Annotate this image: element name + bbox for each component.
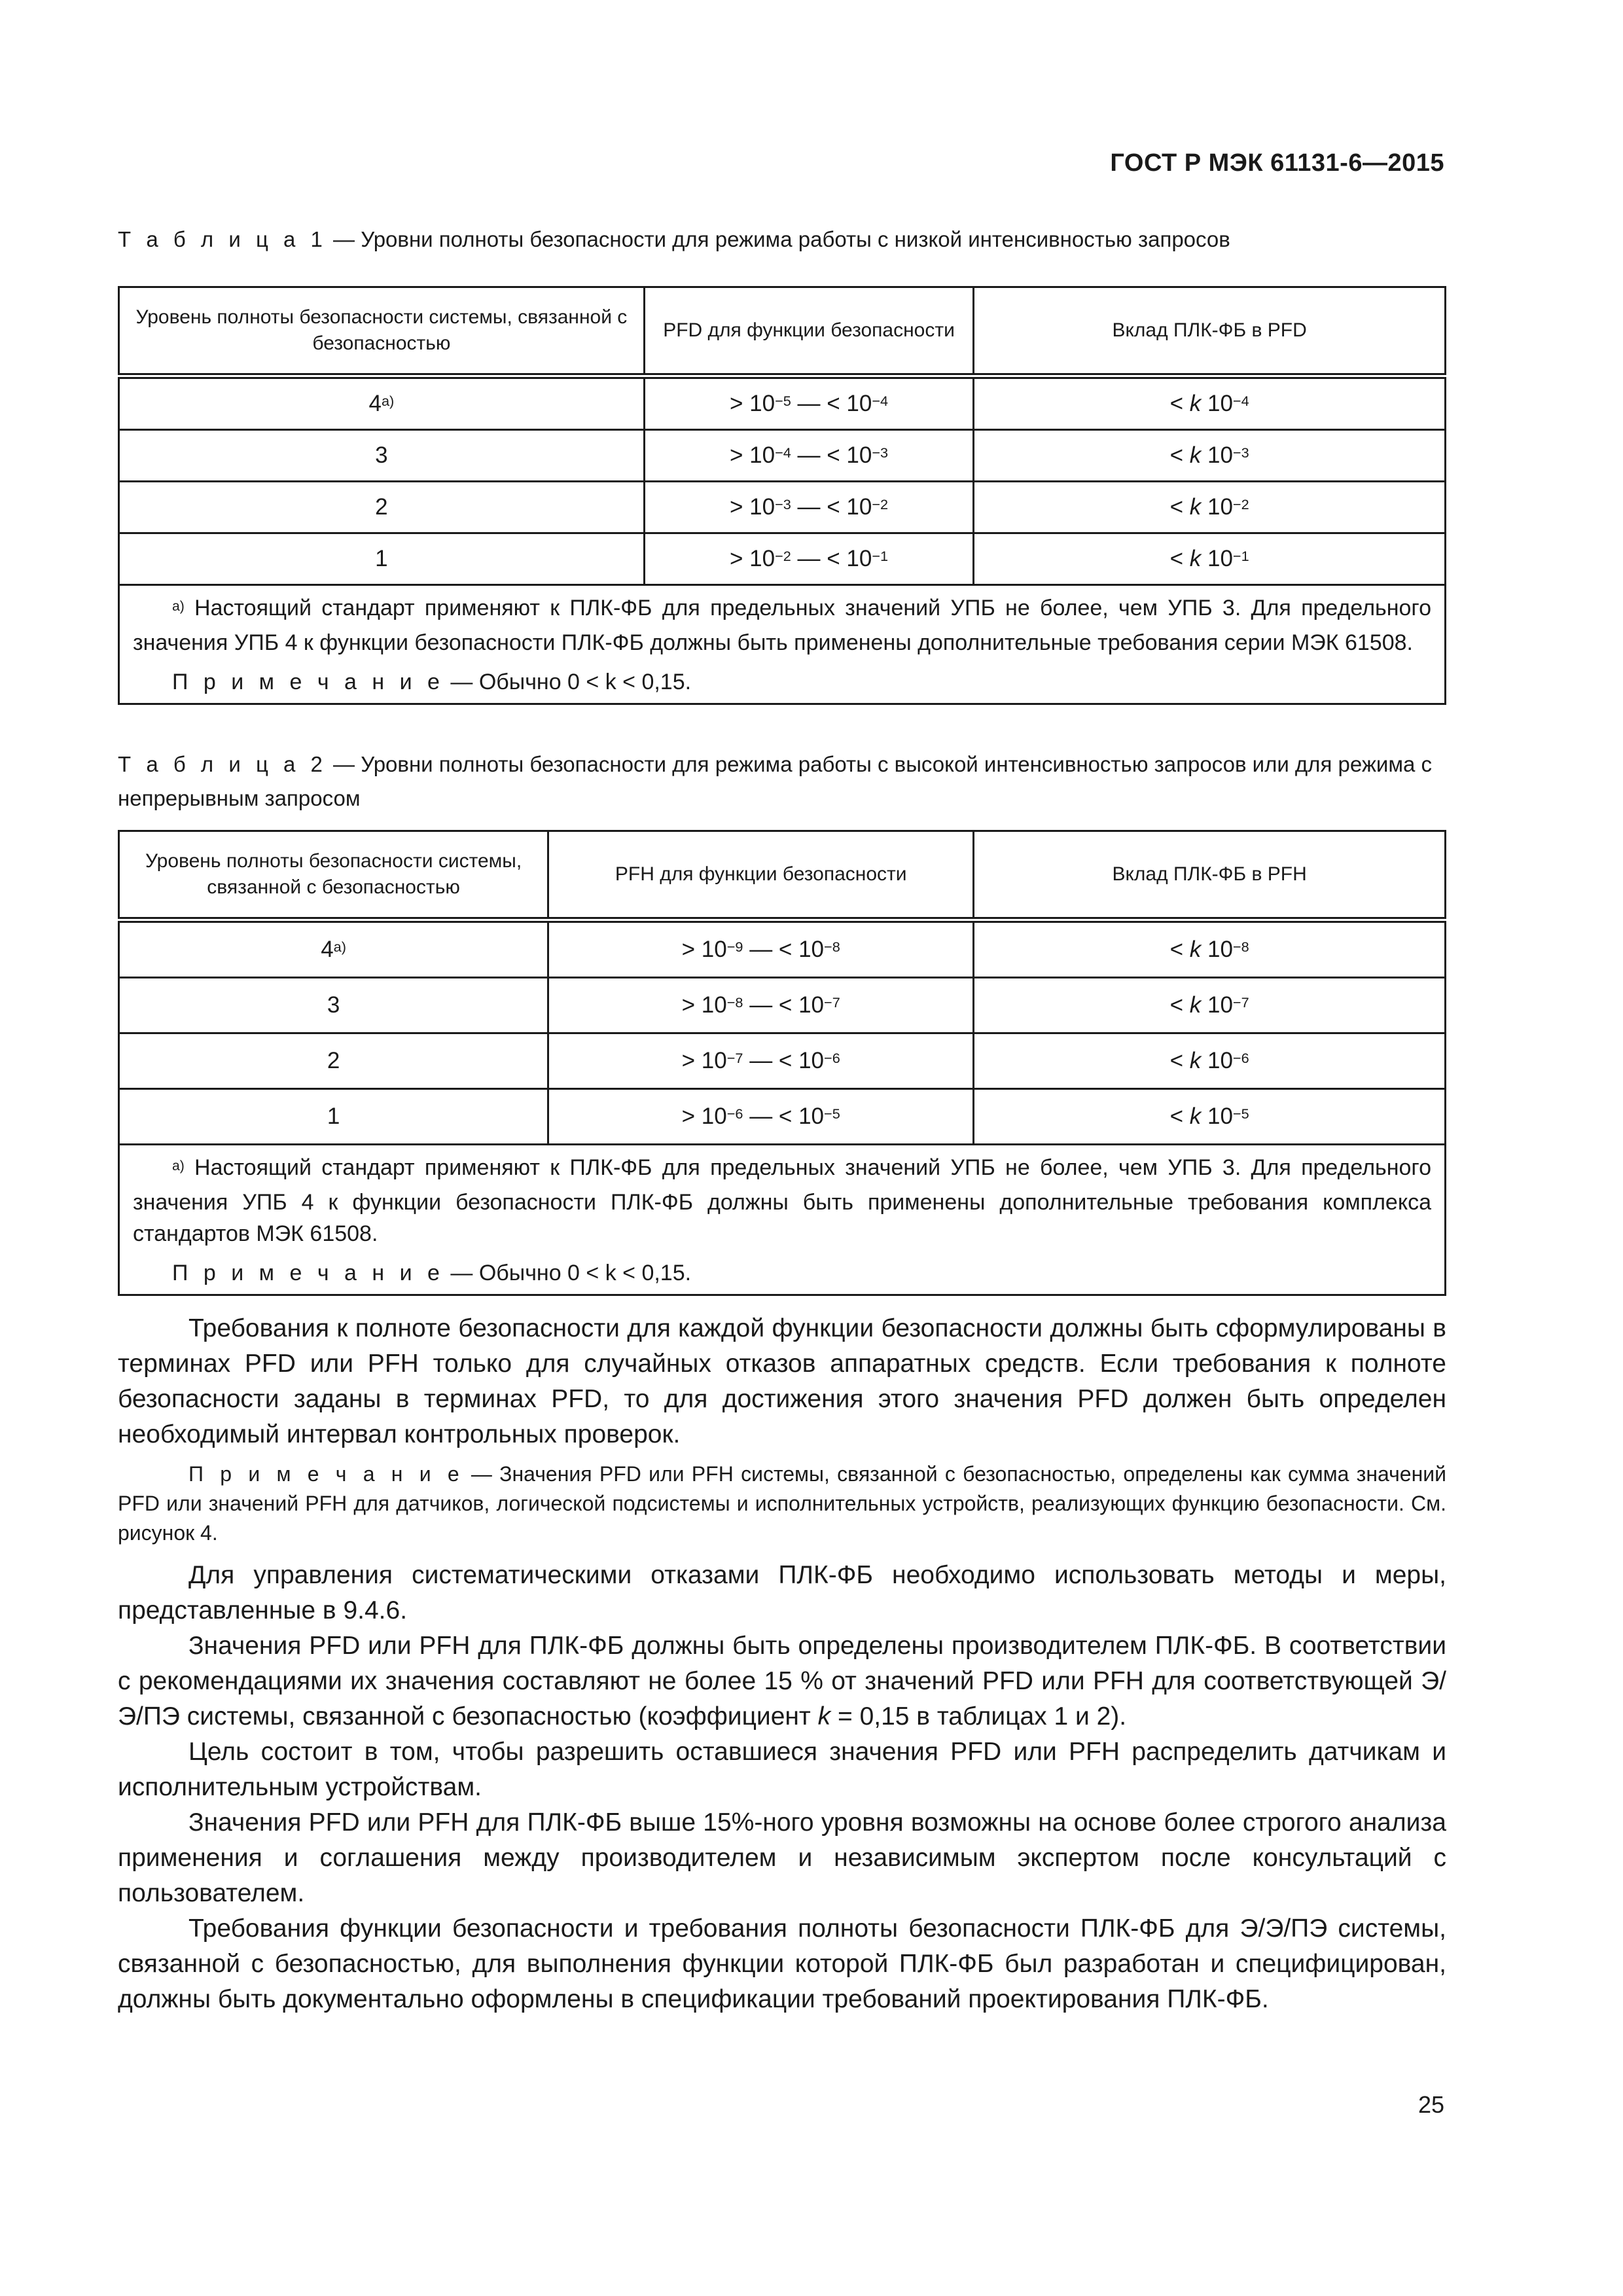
table1-note: П р и м е ч а н и е — Обычно 0 < k < 0,15. xyxy=(172,670,692,694)
table1 xyxy=(118,286,1446,705)
sil-value: 1 xyxy=(119,1089,548,1145)
table-row: 1 > $10^{-6}$ — < $10^{-5}$ < k $10^{-5}$ xyxy=(119,1089,1446,1145)
footnote-mark: а) xyxy=(333,939,346,956)
body-paragraph: Значения PFD или PFH для ПЛК-ФБ должны быть определены производителем ПЛК-ФБ. В соответствии с рекомендациями их значения составляют не более 15 % от значений PFD или PFH для соответствующей Э/Э/ПЭ системы, связанной с безопасностью (коэффициент k = 0,15 в таблицах 1 и 2). xyxy=(118,1632,1446,1731)
document-header: ГОСТ Р МЭК 61131-6—2015 xyxy=(1110,149,1444,177)
sil-value: 4 xyxy=(368,391,382,416)
sil-value: 4 xyxy=(321,937,334,962)
table2-col-contrib: Вклад ПЛК-ФБ в PFH xyxy=(974,831,1446,920)
page-number: 25 xyxy=(1418,2091,1444,2118)
table1-col-sil: Уровень полноты безопасности системы, связанной с безопасностью xyxy=(119,287,645,376)
table1-label: Т а б л и ц а 1 xyxy=(118,227,327,251)
table2-footnote: $^{а)}$ Настоящий стандарт применяют к ПЛК-ФБ для предельных значений УПБ не более, чем УПБ 3. Для предельного значения УПБ 4 к функции безопасности ПЛК-ФБ должны быть применены дополнительные требования комплекса стандартов МЭК 61508. xyxy=(133,1155,1431,1246)
table1-col-pfd: PFD для функции безопасности xyxy=(644,287,973,376)
body-paragraph: Требования функции безопасности и требования полноты безопасности ПЛК-ФБ для Э/Э/ПЭ системы, связанной с безопасностью, для выполнения функции которой ПЛК-ФБ был разработан и специфицирован, должны быть документально оформлены в спецификации требований проектирования ПЛК-ФБ. xyxy=(118,1914,1446,2013)
table2-label: Т а б л и ц а 2 xyxy=(118,752,327,776)
sil-value: 1 xyxy=(119,533,645,585)
table-row: $4^{а)}$ > $10^{-5}$ — < $10^{-4}$ < k $10^{-4}$ xyxy=(119,376,1446,430)
sil-value: 3 xyxy=(119,430,645,482)
table-row: 3 > $10^{-8}$ — < $10^{-7}$ < k $10^{-7}$ xyxy=(119,978,1446,1033)
table2-notes xyxy=(119,1145,1446,1295)
sil-value: 3 xyxy=(119,978,548,1033)
table1-title: — Уровни полноты безопасности для режима работы с низкой интенсивностью запросов xyxy=(327,227,1230,251)
table2-col-sil: Уровень полноты безопасности системы, связанной с безопасностью xyxy=(119,831,548,920)
table2 xyxy=(118,830,1446,1296)
sil-value: 2 xyxy=(119,1033,548,1089)
table1-col-contrib: Вклад ПЛК-ФБ в PFD xyxy=(974,287,1446,376)
table1-notes xyxy=(119,585,1446,704)
table-row: $4^{а)}$ > $10^{-9}$ — < $10^{-8}$ < k $10^{-8}$ xyxy=(119,920,1446,978)
table-row: 2 > $10^{-7}$ — < $10^{-6}$ < k $10^{-6}$ xyxy=(119,1033,1446,1089)
footnote-mark: а) xyxy=(382,393,395,410)
table2-note: П р и м е ч а н и е — Обычно 0 < k < 0,15. xyxy=(172,1261,692,1285)
body-note: П р и м е ч а н и е — Значения PFD или PFH системы, связанной с безопасностью, определены как сумма значений PFD или значений PFH для датчиков, логической подсистемы и исполнительных устройств, реализующих функцию безопасности. См. рисунок 4. xyxy=(118,1462,1447,1545)
body-paragraph: Значения PFD или PFH для ПЛК-ФБ выше 15%-ного уровня возможны на основе более строгого анализа применения и соглашения между производителем и независимым экспертом после консультаций с пользователем. xyxy=(118,1808,1446,1907)
table2-caption xyxy=(118,747,1446,816)
table1-caption xyxy=(118,223,1446,257)
body-paragraph: Для управления систематическими отказами ПЛК-ФБ необходимо использовать методы и меры, представленные в 9.4.6. xyxy=(118,1561,1446,1624)
table1-footnote: $^{а)}$ Настоящий стандарт применяют к ПЛК-ФБ для предельных значений УПБ не более, чем УПБ 3. Для предельного значения УПБ 4 к функции безопасности ПЛК-ФБ должны быть применены дополнительные требования серии МЭК 61508. xyxy=(133,596,1431,655)
paragraph-1 xyxy=(118,1311,1446,1452)
sil-value: 2 xyxy=(119,482,645,533)
table2-title: — Уровни полноты безопасности для режима работы с высокой интенсивностью запросов или для режима с непрерывным запросом xyxy=(118,752,1433,810)
body-paragraph: Требования к полноте безопасности для каждой функции безопасности должны быть сформулированы в терминах PFD или PFH только для случайных отказов аппаратных средств. Если требования к полноте безопасности заданы в терминах PFD, то для достижения этого значения PFD должен быть определен необходимый интервал контрольных проверок. xyxy=(118,1314,1446,1448)
table-row: 1 > $10^{-2}$ — < $10^{-1}$ < k $10^{-1}$ xyxy=(119,533,1446,585)
table-row: 2 > $10^{-3}$ — < $10^{-2}$ < k $10^{-2}$ xyxy=(119,482,1446,533)
table-row: 3 > $10^{-4}$ — < $10^{-3}$ < k $10^{-3}$ xyxy=(119,430,1446,482)
body-paragraph: Цель состоит в том, чтобы разрешить оставшиеся значения PFD или PFH распределить датчикам и исполнительным устройствам. xyxy=(118,1738,1446,1801)
body-paragraphs xyxy=(118,1558,1446,2017)
table2-col-pfh: PFH для функции безопасности xyxy=(548,831,974,920)
